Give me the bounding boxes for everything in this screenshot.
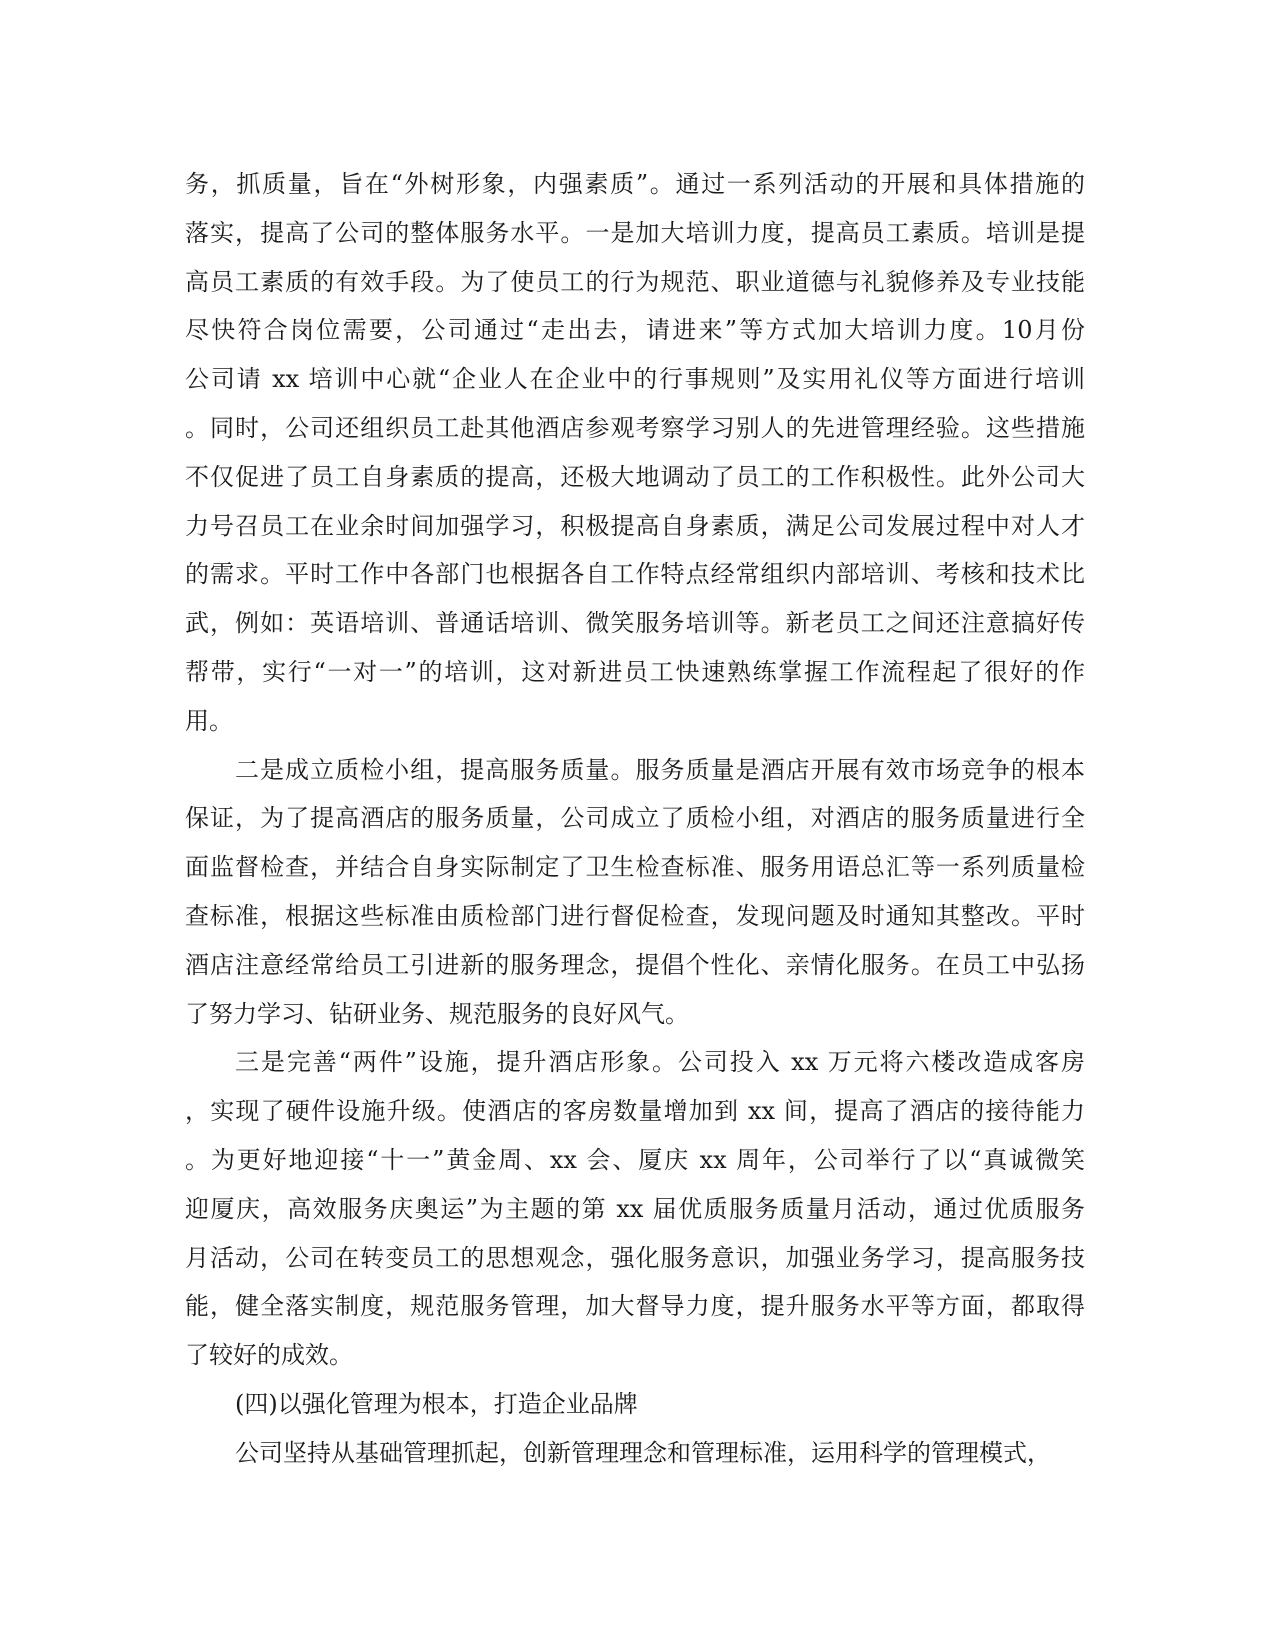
text-line: 保证，为了提高酒店的服务质量，公司成立了质检小组，对酒店的服务质量进行全	[185, 804, 1085, 833]
text-line: 的需求。平时工作中各部门也根据各自工作特点经常组织内部培训、考核和技术比	[185, 560, 1085, 589]
text-line: 落实，提高了公司的整体服务水平。一是加大培训力度，提高员工素质。培训是提	[185, 218, 1085, 247]
paragraph-first-line: 三是完善“两件”设施，提升酒店形象。公司投入 xx 万元将六楼改造成客房	[235, 1048, 1085, 1077]
text-line: 高员工素质的有效手段。为了使员工的行为规范、职业道德与礼貌修养及专业技能	[185, 267, 1085, 296]
text-line: 了较好的成效。	[185, 1341, 353, 1370]
text-line: ，实现了硬件设施升级。使酒店的客房数量增加到 xx 间，提高了酒店的接待能力	[185, 1097, 1085, 1126]
text-line: 武，例如：英语培训、普通话培训、微笑服务培训等。新老员工之间还注意搞好传	[185, 609, 1085, 638]
text-line: 迎厦庆，高效服务庆奥运”为主题的第 xx 届优质服务质量月活动，通过优质服务	[185, 1194, 1085, 1223]
text-line: 查标准，根据这些标准由质检部门进行督促检查，发现问题及时通知其整改。平时	[185, 901, 1085, 930]
text-line: 了努力学习、钻研业务、规范服务的良好风气。	[185, 999, 689, 1028]
document-body	[185, 160, 1085, 1478]
text-line: 务，抓质量，旨在“外树形象，内强素质”。通过一系列活动的开展和具体措施的	[185, 170, 1085, 198]
text-line: 能，健全落实制度，规范服务管理，加大督导力度，提升服务水平等方面，都取得	[185, 1292, 1085, 1321]
text-line: 尽快符合岗位需要，公司通过“走出去，请进来”等方式加大培训力度。10月份	[185, 316, 1085, 345]
text-line: 用。	[185, 706, 233, 735]
text-line: 月活动，公司在转变员工的思想观念，强化服务意识，加强业务学习，提高服务技	[185, 1243, 1085, 1272]
text-line: 酒店注意经常给员工引进新的服务理念，提倡个性化、亲情化服务。在员工中弘扬	[185, 950, 1085, 979]
text-line: 。同时，公司还组织员工赴其他酒店参观考察学习别人的先进管理经验。这些措施	[185, 413, 1085, 442]
section-heading: (四)以强化管理为根本，打造企业品牌	[235, 1389, 638, 1418]
paragraph-first-line: 二是成立质检小组，提高服务质量。服务质量是酒店开展有效市场竞争的根本	[235, 755, 1085, 784]
text-line: 面监督检查，并结合自身实际制定了卫生检查标准、服务用语总汇等一系列质量检	[185, 853, 1085, 882]
text-line: 帮带，实行“一对一”的培训，这对新进员工快速熟练掌握工作流程起了很好的作	[185, 657, 1085, 686]
text-line: 。为更好地迎接“十一”黄金周、xx 会、厦庆 xx 周年，公司举行了以“真诚微笑	[185, 1145, 1085, 1174]
text-line: 不仅促进了员工自身素质的提高，还极大地调动了员工的工作积极性。此外公司大	[185, 462, 1085, 491]
paragraph-first-line: 公司坚持从基础管理抓起，创新管理理念和管理标准，运用科学的管理模式，	[235, 1438, 1051, 1467]
text-line: 力号召员工在业余时间加强学习，积极提高自身素质，满足公司发展过程中对人才	[185, 511, 1085, 540]
text-line: 公司请 xx 培训中心就“企业人在企业中的行事规则”及实用礼仪等方面进行培训	[185, 365, 1085, 394]
